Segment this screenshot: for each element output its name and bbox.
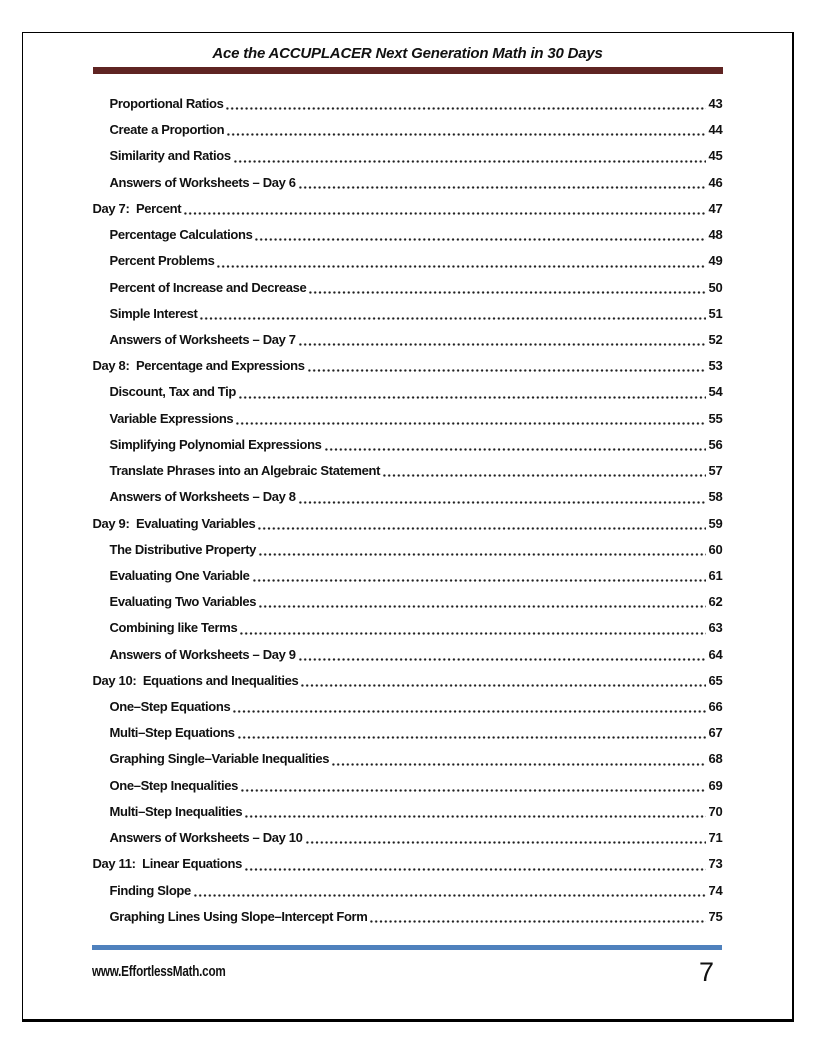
toc-entry-page: 61 [708, 567, 723, 583]
toc-entry[interactable] [93, 668, 723, 694]
toc-leader-dots [239, 615, 706, 641]
toc-entry-page: 44 [708, 122, 723, 138]
toc-leader-dots [305, 825, 707, 851]
toc-leader-dots [183, 196, 706, 222]
toc-entry[interactable] [93, 222, 723, 248]
toc-leader-dots [238, 379, 706, 405]
toc-entry[interactable] [93, 825, 723, 851]
toc-entry-label: Answers of Worksheets – Day 8 [109, 489, 296, 505]
toc-entry-label: Graphing Single–Variable Inequalities [109, 751, 330, 767]
footer-page-number: 7 [698, 957, 714, 987]
toc-entry[interactable] [93, 170, 723, 196]
toc-entry-label: The Distributive Property [109, 541, 257, 557]
toc-entry-label: Day 8: Percentage and Expressions [92, 358, 305, 374]
toc-leader-dots [257, 511, 706, 537]
toc-entry-label: Answers of Worksheets – Day 6 [109, 174, 296, 190]
toc-list [93, 91, 723, 930]
toc-entry-page: 69 [708, 777, 723, 793]
page-header-title: Ace the ACCUPLACER Next Generation Math in 30 Days [212, 45, 603, 62]
toc-leader-dots [369, 904, 706, 930]
toc-leader-dots [240, 773, 706, 799]
toc-entry[interactable] [93, 379, 723, 405]
toc-leader-dots [300, 668, 706, 694]
toc-entry[interactable] [93, 327, 723, 353]
toc-entry-label: Answers of Worksheets – Day 9 [109, 646, 296, 662]
document-page [22, 32, 794, 1022]
toc-leader-dots [216, 248, 706, 274]
toc-entry[interactable] [93, 615, 723, 641]
toc-entry-page: 60 [708, 541, 723, 557]
toc-entry-page: 45 [708, 148, 723, 164]
toc-leader-dots [382, 458, 706, 484]
toc-leader-dots [298, 170, 707, 196]
toc-entry-page: 65 [708, 672, 723, 688]
toc-entry-label: Finding Slope [109, 882, 191, 898]
toc-entry-page: 51 [708, 305, 723, 321]
toc-entry-label: Create a Proportion [109, 122, 225, 138]
toc-entry-page: 67 [708, 725, 723, 741]
toc-entry-label: Day 10: Equations and Inequalities [92, 672, 299, 688]
toc-entry-page: 55 [708, 410, 723, 426]
toc-entry-label: Graphing Lines Using Slope–Intercept Form [109, 908, 368, 924]
toc-entry[interactable] [93, 458, 723, 484]
toc-entry-label: Variable Expressions [109, 410, 234, 426]
toc-entry[interactable] [93, 511, 723, 537]
toc-leader-dots [237, 720, 707, 746]
toc-leader-dots [193, 878, 707, 904]
toc-entry-page: 47 [708, 200, 723, 216]
toc-entry[interactable] [93, 275, 723, 301]
toc-entry-page: 46 [708, 174, 723, 190]
toc-entry-label: Translate Phrases into an Algebraic Statement [109, 463, 381, 479]
toc-entry-label: Discount, Tax and Tip [109, 384, 237, 400]
toc-leader-dots [298, 484, 707, 510]
toc-entry-page: 53 [708, 358, 723, 374]
toc-entry-label: One–Step Inequalities [109, 777, 238, 793]
toc-entry[interactable] [93, 248, 723, 274]
toc-entry-page: 70 [708, 803, 723, 819]
toc-entry[interactable] [93, 878, 723, 904]
toc-entry[interactable] [93, 563, 723, 589]
toc-leader-dots [258, 589, 706, 615]
toc-entry[interactable] [93, 589, 723, 615]
toc-entry-page: 62 [708, 594, 723, 610]
toc-entry-label: Percent of Increase and Decrease [109, 279, 307, 295]
toc-leader-dots [226, 117, 706, 143]
toc-entry[interactable] [93, 91, 723, 117]
toc-entry-label: Day 11: Linear Equations [92, 856, 242, 872]
toc-entry-page: 48 [708, 227, 723, 243]
toc-leader-dots [254, 222, 706, 248]
toc-leader-dots [244, 799, 706, 825]
toc-entry-label: Proportional Ratios [109, 96, 224, 111]
toc-entry-page: 49 [708, 253, 723, 269]
toc-entry-page: 58 [708, 489, 723, 505]
toc-entry[interactable] [93, 143, 723, 169]
toc-entry-page: 66 [708, 699, 723, 715]
toc-entry-page: 68 [708, 751, 723, 767]
toc-entry-label: Simple Interest [109, 305, 198, 321]
toc-entry[interactable] [93, 799, 723, 825]
toc-entry-page: 75 [708, 908, 723, 924]
toc-leader-dots [233, 143, 707, 169]
toc-leader-dots [298, 642, 707, 668]
toc-entry[interactable] [93, 537, 723, 563]
footer-rule-blue [92, 945, 722, 950]
toc-entry-label: Day 7: Percent [92, 200, 182, 216]
toc-entry-page: 57 [708, 463, 723, 479]
toc-entry[interactable] [93, 642, 723, 668]
toc-leader-dots [298, 327, 707, 353]
toc-leader-dots [252, 563, 707, 589]
toc-entry-page: 56 [708, 436, 723, 452]
toc-entry-page: 73 [708, 856, 723, 872]
toc-entry[interactable] [93, 196, 723, 222]
toc-leader-dots [308, 275, 706, 301]
toc-entry-page: 50 [708, 279, 723, 295]
toc-entry-label: Evaluating Two Variables [109, 594, 257, 610]
toc-entry[interactable] [93, 746, 723, 772]
toc-entry-label: Combining like Terms [109, 620, 238, 636]
toc-entry[interactable] [93, 432, 723, 458]
toc-leader-dots [225, 91, 706, 117]
toc-entry[interactable] [93, 773, 723, 799]
toc-leader-dots [199, 301, 706, 327]
toc-leader-dots [244, 851, 706, 877]
toc-entry-page: 71 [708, 830, 723, 846]
toc-entry[interactable] [93, 301, 723, 327]
toc-leader-dots [232, 694, 706, 720]
toc-entry[interactable] [93, 117, 723, 143]
toc-entry-label: Answers of Worksheets – Day 7 [109, 331, 296, 347]
toc-entry-label: Percent Problems [109, 253, 215, 269]
toc-leader-dots [235, 406, 706, 432]
toc-leader-dots [324, 432, 707, 458]
toc-entry-label: Simplifying Polynomial Expressions [109, 436, 322, 452]
toc-leader-dots [331, 746, 706, 772]
toc-entry-label: One–Step Equations [109, 699, 231, 715]
toc-entry-label: Answers of Worksheets – Day 10 [109, 830, 303, 846]
toc-entry[interactable] [93, 720, 723, 746]
toc-entry-page: 63 [708, 620, 723, 636]
page-footer [92, 945, 722, 986]
toc-entry-label: Evaluating One Variable [109, 567, 250, 583]
toc-entry[interactable] [93, 484, 723, 510]
toc-entry-page: 74 [708, 882, 723, 898]
toc-leader-dots [258, 537, 706, 563]
toc-entry-page: 52 [708, 331, 723, 347]
toc-entry-page: 54 [708, 384, 723, 400]
toc-leader-dots [307, 353, 707, 379]
toc-entry-page: 43 [708, 96, 723, 111]
toc-entry[interactable] [93, 904, 723, 930]
toc-entry[interactable] [93, 353, 723, 379]
footer-website-link[interactable]: www.EffortlessMath.com [92, 963, 226, 980]
toc-entry-label: Multi–Step Equations [109, 725, 235, 741]
toc-entry-page: 59 [708, 515, 723, 531]
toc-entry-label: Percentage Calculations [109, 227, 253, 243]
toc-entry-label: Day 9: Evaluating Variables [92, 515, 256, 531]
toc-entry-label: Multi–Step Inequalities [109, 803, 243, 819]
toc-entry-label: Similarity and Ratios [109, 148, 231, 164]
header-rule-maroon [93, 67, 723, 74]
toc-entry[interactable] [93, 694, 723, 720]
toc-entry[interactable] [93, 851, 723, 877]
toc-entry[interactable] [93, 406, 723, 432]
footer-row [92, 959, 722, 986]
toc-entry-page: 64 [708, 646, 723, 662]
